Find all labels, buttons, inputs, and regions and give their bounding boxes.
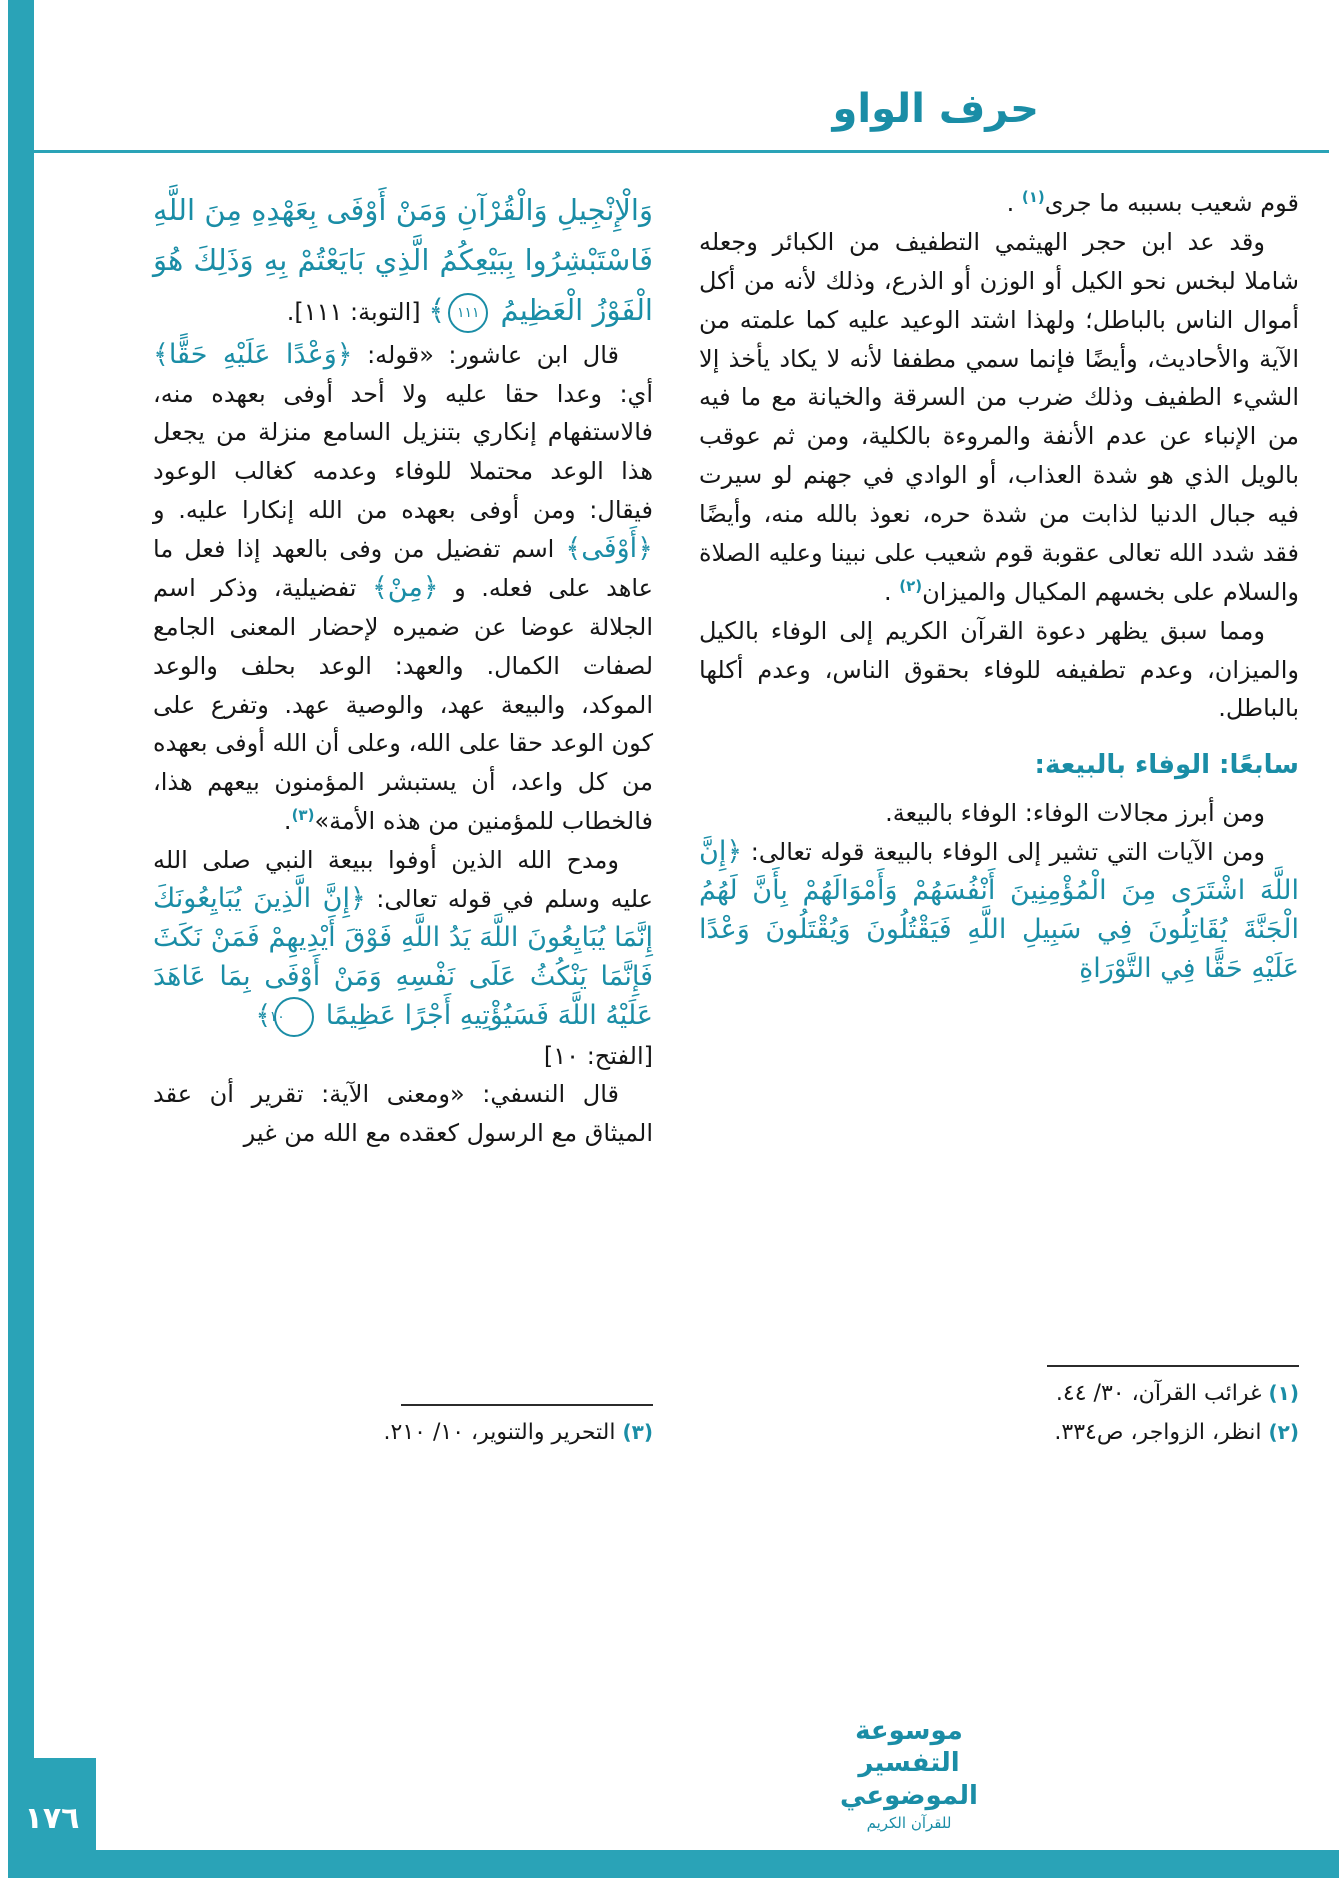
- verse-reference: [التوبة: ١١١].: [286, 297, 429, 326]
- text-run: أي: وعدا حقا عليه ولا أحد أوفى بعهده منه، فالاستفهام إنكاري بتنزيل السامع منزلة من يجعل هذا الوعد محتملا للوفاء وعدمه كغالب الوعود فيقال: ومن أوفى بعهده من الله إنكارا عليه. و: [153, 379, 653, 525]
- column-right: [699, 184, 1299, 1452]
- body-paragraph: [699, 833, 1299, 989]
- text-run: .: [883, 577, 900, 606]
- body-paragraph: [153, 1037, 653, 1076]
- footnote-text: غرائب القرآن، ٣٠/ ٤٤.: [1055, 1381, 1269, 1406]
- footnote-marker: (٢): [1268, 1419, 1299, 1444]
- text-run: ومن أبرز مجالات الوفاء: الوفاء بالبيعة.: [885, 799, 1265, 828]
- column-left-text: [153, 184, 653, 1153]
- logo-text-sub: للقرآن الكريم: [866, 1814, 952, 1832]
- verse-reference: [الفتح: ١٠]: [543, 1041, 653, 1070]
- footnotes-right: [699, 1375, 1299, 1452]
- footnote-item: [699, 1375, 1299, 1414]
- footnote-marker: (٣): [291, 806, 315, 825]
- quran-inline: ﴿وَعْدًا عَلَيْهِ حَقًّا﴾: [153, 338, 353, 370]
- footnote-marker: (٣): [622, 1419, 653, 1444]
- text-run: .: [283, 807, 292, 836]
- page-content: [152, 184, 1299, 1452]
- footnote-separator-right: [1047, 1365, 1299, 1367]
- body-paragraph: [153, 336, 653, 841]
- heading-text: سابعًا: الوفاء بالبيعة:: [1034, 750, 1299, 781]
- text-run: ومدح الله الذين أوفوا ببيعة النبي صلى الله عليه وسلم في قوله تعالى:: [153, 846, 653, 913]
- ayah-number: ١٠: [274, 997, 314, 1037]
- footnote-item: [153, 1414, 653, 1453]
- body-paragraph: [699, 223, 1299, 612]
- ayah-number: ١١١: [448, 293, 488, 333]
- quran-inline: ﴿إِنَّ اللَّهَ اشْتَرَى مِنَ الْمُؤْمِنِينَ أَنْفُسَهُمْ وَأَمْوَالَهُمْ بِأَنَّ لَهُمُ الْجَنَّةَ يُقَاتِلُونَ فِي سَبِيلِ اللَّهِ فَيَقْتُلُونَ وَيُقْتَلُونَ وَعْدًا عَلَيْهِ حَقًّا فِي التَّوْرَاةِ: [699, 836, 1299, 984]
- text-run: وقد عد ابن حجر الهيثمي التطفيف من الكبائر وجعله شاملا لبخس نحو الكيل أو الوزن أو الذرع، وذلك لأنه من أكل أموال الناس بالباطل؛ ولهذا اشتد الوعيد عليه كما علمته من الآية والأحاديث، وأيضًا فإنما سمي مطففا لأنه لا يكاد يأخذ إلا الشيء الطفيف وذلك ضرب من السرقة والخيانة مع ما فيه من الإنباء عن عدم الأنفة والمروءة بالكلية، ومن ثم عوقب بالويل الذي هو شدة العذاب، أو الوادي في جهنم لو سيرت فيه جبال الدنيا لذابت من شدة حره، نعوذ بالله منه، وأيضًا فقد شدد الله تعالى عقوبة قوم شعيب على نبينا وعليه الصلاة والسلام على بخسهم المكيال والميزان: [699, 227, 1299, 606]
- page-left-border: [8, 0, 34, 1878]
- column-right-text: [699, 184, 1299, 989]
- footnote-marker: (١): [1268, 1381, 1299, 1405]
- footnote-text: انظر، الزواجر، ص٣٣٤.: [1054, 1419, 1269, 1445]
- text-run: قال النسفي: «ومعنى الآية: تقرير أن عقد الميثاق مع الرسول كعقده مع الله من غير: [153, 1080, 653, 1148]
- text-run: قوم شعيب بسببه ما جرى: [1044, 189, 1299, 217]
- header-rule: [34, 150, 1329, 153]
- body-paragraph: [699, 184, 1299, 223]
- quran-inline: وَالْإِنْجِيلِ وَالْقُرْآنِ وَمَنْ أَوْفَى بِعَهْدِهِ مِنَ اللَّهِ فَاسْتَبْشِرُوا بِبَيْعِكُمُ الَّذِي بَايَعْتُمْ بِهِ وَذَلِكَ هُوَ الْفَوْزُ الْعَظِيمُ: [153, 193, 653, 327]
- text-run: قال ابن عاشور: «قوله:: [352, 340, 619, 369]
- page-number: ١٧٦: [24, 1800, 80, 1836]
- chapter-title: حرف الواو: [832, 86, 1039, 132]
- quran-inline: ﴾: [255, 999, 272, 1031]
- quran-inline: ﴿مِنْ﴾: [371, 571, 439, 603]
- footnote-separator-left: [401, 1404, 653, 1406]
- text-run: اسم تفضيل من وفى بالعهد إذا فعل ما عاهد على فعله. و: [153, 535, 653, 602]
- text-run: .: [1006, 189, 1022, 217]
- footnote-text: التحرير والتنوير، ١٠/ ٢١٠.: [383, 1419, 623, 1445]
- column-left: [153, 184, 653, 1452]
- quran-inline: ﴾: [428, 292, 446, 327]
- page-bottom-border: [8, 1850, 1339, 1878]
- body-paragraph: [699, 612, 1299, 729]
- body-paragraph: [699, 794, 1299, 833]
- publisher-logo: [804, 1715, 1014, 1833]
- body-paragraph: [153, 1075, 653, 1153]
- footnote-item: [699, 1414, 1299, 1453]
- quran-verse-block: [153, 186, 653, 336]
- section-heading: [699, 750, 1299, 780]
- logo-text-main: موسوعة التفسير الموضوعي: [840, 1715, 978, 1811]
- footnote-marker: (١): [1021, 188, 1045, 206]
- footnotes-left: [153, 1414, 653, 1453]
- quran-inline: ﴿إِنَّ الَّذِينَ يُبَايِعُونَكَ إِنَّمَا يُبَايِعُونَ اللَّهَ يَدُ اللَّهِ فَوْقَ أَيْدِيهِمْ فَمَنْ نَكَثَ فَإِنَّمَا يَنْكُثُ عَلَى نَفْسِهِ وَمَنْ أَوْفَى بِمَا عَاهَدَ عَلَيْهُ اللَّهَ فَسَيُؤْتِيهِ أَجْرًا عَظِيمًا: [153, 882, 653, 1031]
- quran-inline: ﴿أَوْفَى﴾: [565, 533, 653, 564]
- page-number-tab: [8, 1758, 96, 1878]
- footnote-marker: (٢): [899, 576, 923, 595]
- text-run: ومن الآيات التي تشير إلى الوفاء بالبيعة قوله تعالى:: [742, 838, 1265, 867]
- body-paragraph: [153, 841, 653, 1037]
- text-run: تفضيلية، وذكر اسم الجلالة عوضا عن ضميره لإحضار المعنى الجامع لصفات الكمال. والعهد: الوعد بحلف والوعد الموكد، والبيعة عهد، والوصية عهد. وتفرع على كون الوعد حقا على الله، وعلى أن الله أوفى بعهده من كل واعد، أن يستبشر المؤمنون بيعهم هذا، فالخطاب للمؤمنين من هذه الأمة»: [153, 573, 653, 836]
- text-run: ومما سبق يظهر دعوة القرآن الكريم إلى الوفاء بالكيل والميزان، وعدم تطفيفه للوفاء بحقوق الناس، وعدم أكلها بالباطل.: [699, 616, 1299, 723]
